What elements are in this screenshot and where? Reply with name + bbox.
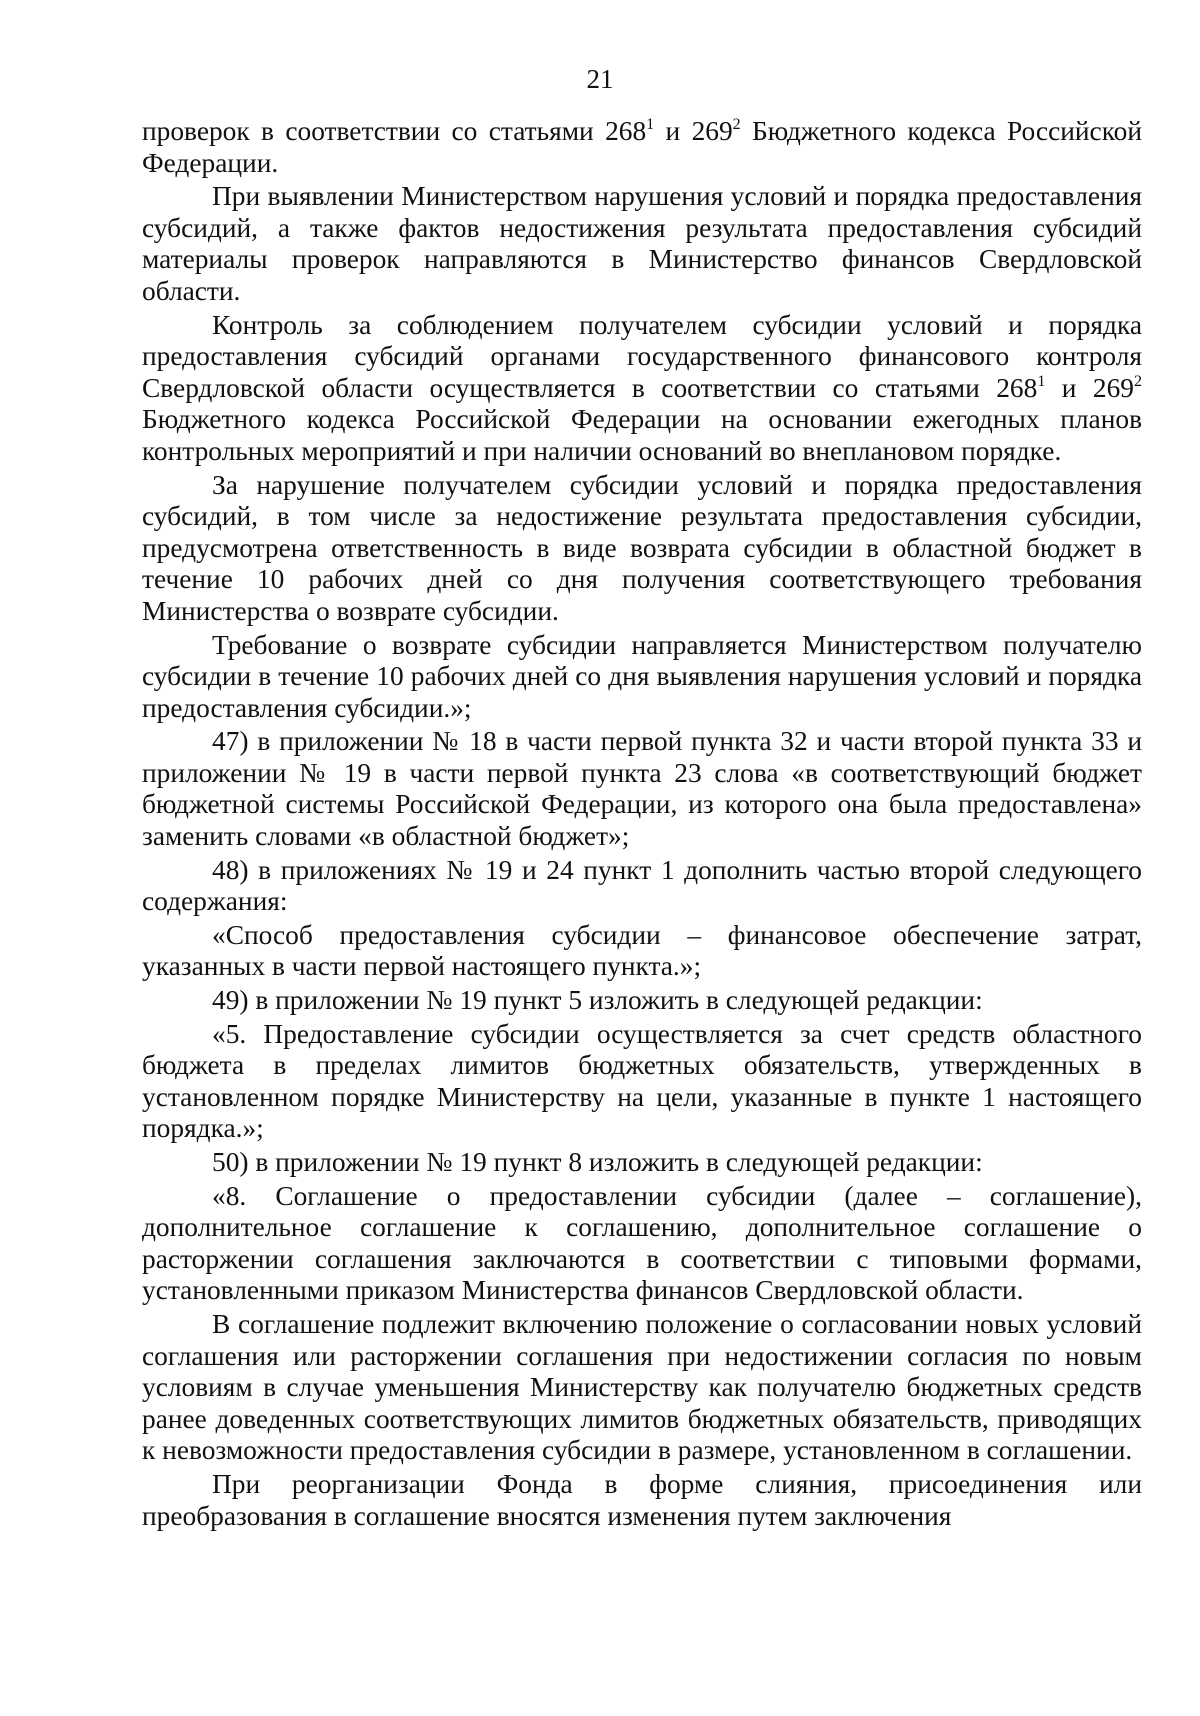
paragraph-text: Контроль за соблюдением получателем субсидии условий и порядка предоставления субсидий органами государственного финансового контроля Свердловской области осуществляется в соответствии со статьями 268 [142,309,1142,403]
paragraph-text: Бюджетного кодекса Российской Федерации на основании ежегодных планов контрольных мероприятий и при наличии оснований во внеплановом порядке. [142,404,1142,466]
document-body [142,116,1142,1534]
paragraph-11: 50) в приложении № 19 пункт 8 изложить в следующей редакции: [212,1147,983,1177]
paragraph-text: Бюджетного кодекса Российской Федерации. [142,116,1142,178]
superscript: 2 [732,116,741,133]
superscript: 2 [1133,372,1142,390]
paragraph-4: За нарушение получателем субсидии условий и порядка предоставления субсидий, в том числе за недостижение результата предоставления субсидии, предусмотрена ответственность в виде возврата субсидии в областной бюджет в течение 10 рабочих дней со дня получения соответствующего требования Министерства о возврате субсидии. [142,469,1142,626]
paragraph-7: 48) в приложениях № 19 и 24 пункт 1 дополнить частью второй следующего содержания: [142,854,1142,917]
paragraph-text: и 269 [1045,372,1134,403]
superscript: 1 [646,116,655,133]
paragraph-8: «Способ предоставления субсидии – финансовое обеспечение затрат, указанных в части первой настоящего пункта.»; [142,919,1142,982]
paragraph-12: «8. Соглашение о предоставлении субсидии (далее – соглашение), дополнительное соглашение к соглашению, дополнительное соглашение о расторжении соглашения заключаются в соответствии с типовыми формами, установленными приказом Министерства финансов Свердловской области. [142,1180,1142,1306]
paragraph-1 [142,116,1142,179]
paragraph-text: проверок в соответствии со статьями 268 [142,116,647,146]
paragraph-9: 49) в приложении № 19 пункт 5 изложить в следующей редакции: [212,985,983,1016]
paragraph-6: 47) в приложении № 18 в части первой пункта 32 и части второй пункта 33 и приложении № 19 в части первой пункта 23 слова «в соответствующий бюджет бюджетной системы Российской Федерации, из которого она была предоставлена» заменить словами «в областной бюджет»; [142,726,1142,852]
paragraph-14: При реорганизации Фонда в форме слияния, присоединения или преобразования в соглашение вносятся изменения путем заключения [142,1468,1142,1531]
paragraph-text: и 269 [654,116,733,146]
paragraph-10: «5. Предоставление субсидии осуществляется за счет средств областного бюджета в пределах лимитов бюджетных обязательств, утвержденных в установленном порядке Министерству на цели, указанные в пункте 1 настоящего порядка.»; [142,1018,1142,1144]
superscript: 1 [1037,372,1046,390]
paragraph-3 [142,310,1142,468]
paragraph-13: В соглашение подлежит включению положение о согласовании новых условий соглашения или расторжении соглашения при недостижении согласия по новым условиям в случае уменьшения Министерству как получателю бюджетных средств ранее доведенных соответствующих лимитов бюджетных обязательств, приводящих к невозможности предоставления субсидии в размере, установленном в соглашении. [142,1308,1142,1466]
paragraph-2: При выявлении Министерством нарушения условий и порядка предоставления субсидий, а также фактов недостижения результата предоставления субсидий материалы проверок направляются в Министерство финансов Свердловской области. [142,181,1142,306]
paragraph-5: Требование о возврате субсидии направляется Министерством получателю субсидии в течение 10 рабочих дней со дня выявления нарушения условий и порядка предоставления субсидии.»; [142,629,1142,723]
page-number: 21 [586,64,614,94]
